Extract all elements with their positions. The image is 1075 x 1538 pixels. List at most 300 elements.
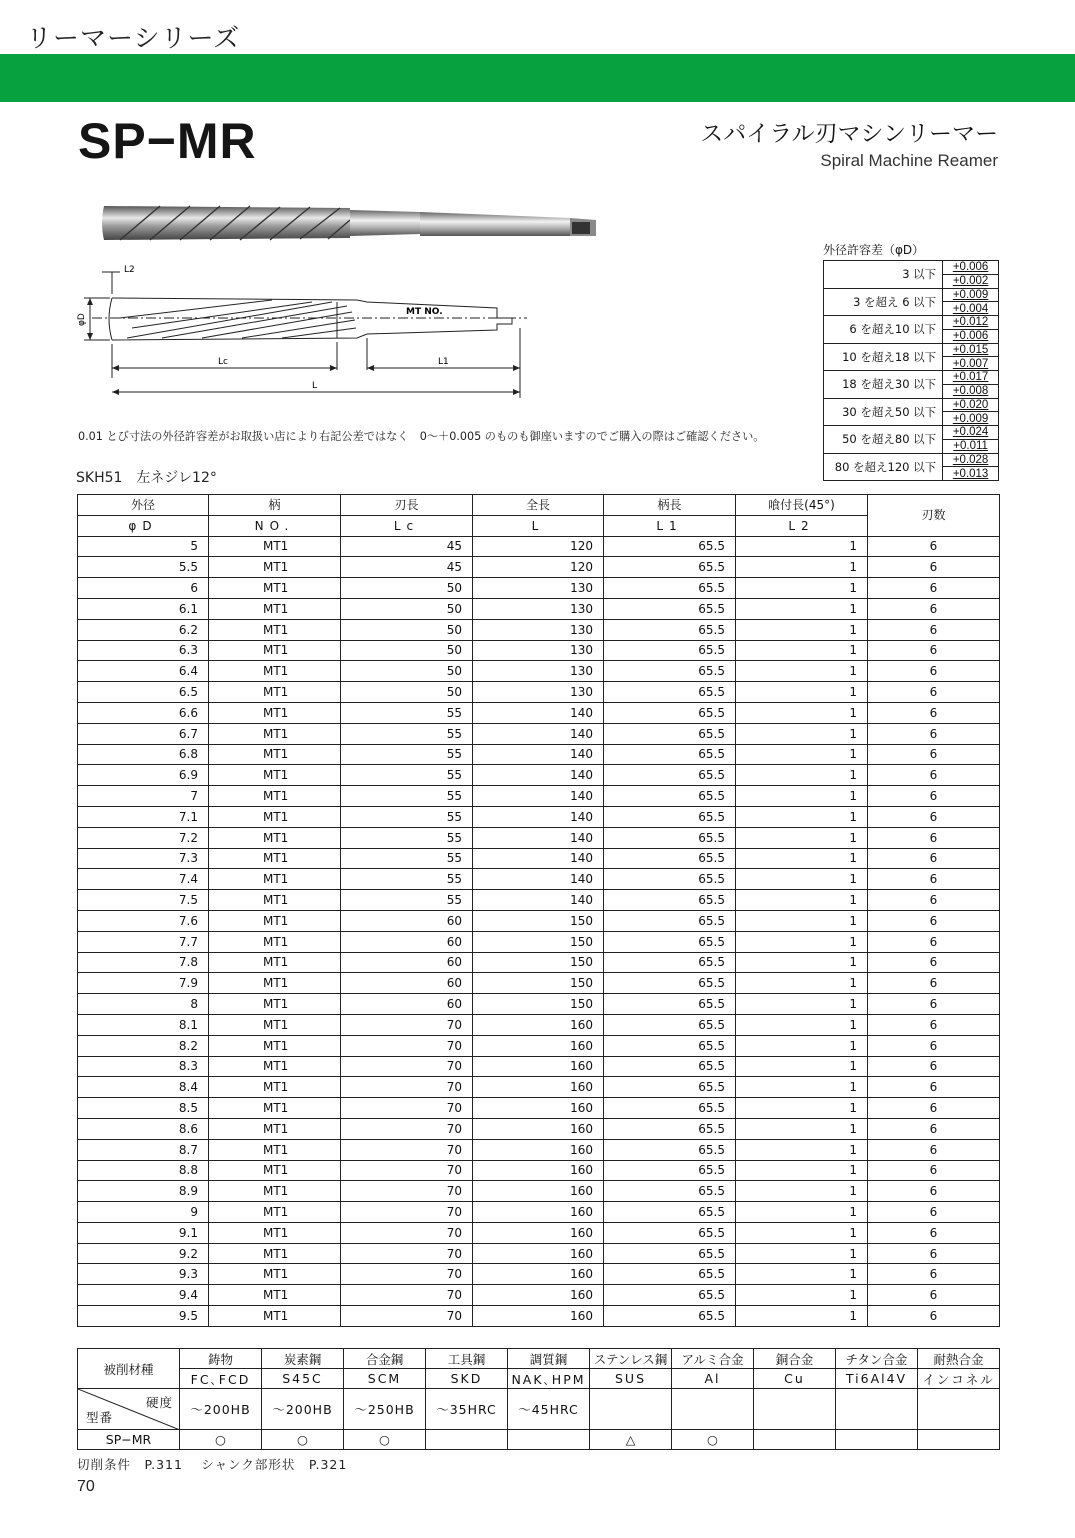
table-row [78, 723, 1000, 744]
cell-diameter: 7.4 [78, 869, 209, 890]
cell-shank-length: 65.5 [604, 1056, 736, 1077]
cell-shank-no: MT1 [209, 536, 341, 557]
cell-flute-length: 70 [341, 1202, 473, 1223]
cell-shank-no: MT1 [209, 827, 341, 848]
cell-flute-length: 55 [341, 869, 473, 890]
tolerance-upper: +0.015 [943, 343, 999, 357]
cell-chamfer-length: 1 [736, 557, 868, 578]
table-row [78, 1160, 1000, 1181]
cell-overall-length: 130 [473, 682, 604, 703]
tolerance-upper: +0.028 [943, 453, 999, 467]
material-code: SKD [426, 1369, 508, 1389]
cell-chamfer-length: 1 [736, 931, 868, 952]
cell-overall-length: 160 [473, 1077, 604, 1098]
cell-chamfer-length: 1 [736, 536, 868, 557]
cell-diameter: 9.2 [78, 1243, 209, 1264]
series-title: リーマーシリーズ [26, 24, 241, 54]
cell-diameter: 9.3 [78, 1264, 209, 1285]
cell-shank-length: 65.5 [604, 536, 736, 557]
tolerance-upper: +0.012 [943, 316, 999, 330]
cell-flute-length: 60 [341, 931, 473, 952]
tolerance-lower: +0.008 [943, 384, 999, 398]
cell-diameter: 7.5 [78, 890, 209, 911]
cell-chamfer-length: 1 [736, 1098, 868, 1119]
cell-diameter: 7.2 [78, 827, 209, 848]
cell-chamfer-length: 1 [736, 744, 868, 765]
table-row [78, 931, 1000, 952]
material-hardness [836, 1389, 918, 1430]
tolerance-upper: +0.009 [943, 288, 999, 302]
cell-overall-length: 120 [473, 536, 604, 557]
cell-chamfer-length: 1 [736, 786, 868, 807]
table-row [78, 765, 1000, 786]
tolerance-lower: +0.007 [943, 357, 999, 371]
cell-shank-no: MT1 [209, 1222, 341, 1243]
cell-flutes: 6 [868, 723, 1000, 744]
cell-shank-no: MT1 [209, 1243, 341, 1264]
cell-diameter: 7.6 [78, 910, 209, 931]
cell-flutes: 6 [868, 952, 1000, 973]
suitability-mark [836, 1430, 918, 1450]
col-subheader-l2: L2 [736, 515, 868, 536]
cell-shank-length: 65.5 [604, 890, 736, 911]
cell-chamfer-length: 1 [736, 578, 868, 599]
cell-chamfer-length: 1 [736, 1202, 868, 1223]
material-code: SCM [344, 1369, 426, 1389]
cell-diameter: 8.7 [78, 1139, 209, 1160]
cell-flute-length: 55 [341, 848, 473, 869]
cell-shank-length: 65.5 [604, 765, 736, 786]
cell-chamfer-length: 1 [736, 640, 868, 661]
cell-chamfer-length: 1 [736, 1264, 868, 1285]
cell-shank-no: MT1 [209, 869, 341, 890]
table-row [78, 598, 1000, 619]
cell-flutes: 6 [868, 1098, 1000, 1119]
cell-shank-length: 65.5 [604, 1243, 736, 1264]
table-row [78, 1306, 1000, 1327]
table-row [78, 1035, 1000, 1056]
suitability-mark: △ [590, 1430, 672, 1450]
material-hardness [918, 1389, 1000, 1430]
cell-flute-length: 50 [341, 661, 473, 682]
cell-flutes: 6 [868, 1118, 1000, 1139]
table-row [78, 890, 1000, 911]
product-name-jp: スパイラル刃マシンリーマー [700, 121, 998, 147]
cell-shank-no: MT1 [209, 931, 341, 952]
product-photo [100, 192, 600, 256]
cell-shank-no: MT1 [209, 1077, 341, 1098]
page-number: 70 [77, 1478, 95, 1495]
table-row [78, 536, 1000, 557]
cell-chamfer-length: 1 [736, 994, 868, 1015]
cell-flute-length: 50 [341, 619, 473, 640]
cell-diameter: 9.1 [78, 1222, 209, 1243]
cell-overall-length: 160 [473, 1202, 604, 1223]
col-header-shank: 柄 [209, 495, 341, 516]
cell-flutes: 6 [868, 1139, 1000, 1160]
cell-shank-length: 65.5 [604, 1202, 736, 1223]
cell-shank-length: 65.5 [604, 640, 736, 661]
cell-chamfer-length: 1 [736, 1243, 868, 1264]
cell-shank-no: MT1 [209, 744, 341, 765]
table-row [78, 1181, 1000, 1202]
cell-shank-no: MT1 [209, 1056, 341, 1077]
col-header-chamfer-length: 喰付長(45°) [736, 495, 868, 516]
cell-flutes: 6 [868, 1035, 1000, 1056]
cell-chamfer-length: 1 [736, 1285, 868, 1306]
cell-overall-length: 140 [473, 848, 604, 869]
cell-shank-length: 65.5 [604, 661, 736, 682]
cell-diameter: 9 [78, 1202, 209, 1223]
model-label: 型番 [86, 1410, 114, 1425]
cell-overall-length: 150 [473, 952, 604, 973]
cell-shank-length: 65.5 [604, 723, 736, 744]
cell-shank-length: 65.5 [604, 1014, 736, 1035]
table-row [78, 1098, 1000, 1119]
cell-flute-length: 55 [341, 827, 473, 848]
cell-shank-no: MT1 [209, 598, 341, 619]
cell-shank-length: 65.5 [604, 557, 736, 578]
cell-diameter: 9.5 [78, 1306, 209, 1327]
cell-shank-length: 65.5 [604, 1035, 736, 1056]
cell-flutes: 6 [868, 869, 1000, 890]
cell-flutes: 6 [868, 765, 1000, 786]
cell-shank-length: 65.5 [604, 1264, 736, 1285]
cell-shank-length: 65.5 [604, 786, 736, 807]
cell-overall-length: 160 [473, 1222, 604, 1243]
tolerance-row [824, 426, 999, 440]
cell-shank-no: MT1 [209, 1285, 341, 1306]
cell-diameter: 7 [78, 786, 209, 807]
tolerance-lower: +0.002 [943, 274, 999, 288]
tolerance-range: 30 を超え50 以下 [824, 398, 943, 426]
cell-shank-no: MT1 [209, 723, 341, 744]
material-name: 合金鋼 [344, 1349, 426, 1369]
suitability-mark: ○ [262, 1430, 344, 1450]
table-row [78, 744, 1000, 765]
col-subheader-phid: φD [78, 515, 209, 536]
cell-diameter: 8.3 [78, 1056, 209, 1077]
tolerance-upper: +0.017 [943, 371, 999, 385]
cell-shank-no: MT1 [209, 994, 341, 1015]
cell-flute-length: 70 [341, 1139, 473, 1160]
tolerance-note: 0.01 とび寸法の外径許容差がお取扱い店により右記公差ではなく 0〜＋0.005 のものも御座いますのでご購入の際はご確認ください。 [78, 430, 765, 443]
cell-overall-length: 140 [473, 890, 604, 911]
cell-overall-length: 160 [473, 1306, 604, 1327]
cell-diameter: 7.9 [78, 973, 209, 994]
cell-overall-length: 160 [473, 1014, 604, 1035]
cell-shank-length: 65.5 [604, 702, 736, 723]
cell-chamfer-length: 1 [736, 952, 868, 973]
cell-chamfer-length: 1 [736, 1056, 868, 1077]
cell-shank-no: MT1 [209, 952, 341, 973]
cell-flute-length: 70 [341, 1222, 473, 1243]
cell-shank-no: MT1 [209, 1160, 341, 1181]
cell-shank-no: MT1 [209, 557, 341, 578]
cell-chamfer-length: 1 [736, 910, 868, 931]
cell-flute-length: 55 [341, 786, 473, 807]
cell-flute-length: 50 [341, 578, 473, 599]
tolerance-title: 外径許容差（φD） [823, 243, 925, 257]
material-name: 銅合金 [754, 1349, 836, 1369]
hardness-model-corner [78, 1389, 180, 1430]
material-hardness: 〜250HB [344, 1389, 426, 1430]
suitability-mark [426, 1430, 508, 1450]
cell-flute-length: 55 [341, 765, 473, 786]
cell-flutes: 6 [868, 557, 1000, 578]
cell-flutes: 6 [868, 890, 1000, 911]
cell-overall-length: 130 [473, 640, 604, 661]
cell-flute-length: 70 [341, 1098, 473, 1119]
header-band [0, 54, 1075, 102]
cell-shank-no: MT1 [209, 765, 341, 786]
cell-flutes: 6 [868, 619, 1000, 640]
model-row-label: SP−MR [78, 1430, 180, 1450]
suitability-mark: ○ [180, 1430, 262, 1450]
cell-flutes: 6 [868, 578, 1000, 599]
cell-shank-length: 65.5 [604, 848, 736, 869]
cell-shank-length: 65.5 [604, 1118, 736, 1139]
suitability-mark: ○ [672, 1430, 754, 1450]
material-name: 鋳物 [180, 1349, 262, 1369]
material-name: 耐熱合金 [918, 1349, 1000, 1369]
cell-shank-no: MT1 [209, 1118, 341, 1139]
cell-overall-length: 150 [473, 973, 604, 994]
cell-shank-no: MT1 [209, 1306, 341, 1327]
material-code: S45C [262, 1369, 344, 1389]
tolerance-row [824, 288, 999, 302]
cell-shank-length: 65.5 [604, 910, 736, 931]
material-code: NAK､HPM [508, 1369, 590, 1389]
model-code: SP−MR [78, 113, 257, 169]
cell-chamfer-length: 1 [736, 869, 868, 890]
cell-flutes: 6 [868, 1202, 1000, 1223]
drawing-label-l: L [312, 381, 318, 391]
cell-overall-length: 160 [473, 1264, 604, 1285]
table-row [78, 1202, 1000, 1223]
cell-diameter: 5 [78, 536, 209, 557]
cell-shank-length: 65.5 [604, 994, 736, 1015]
cell-diameter: 7.3 [78, 848, 209, 869]
tolerance-table [823, 260, 999, 481]
cell-flutes: 6 [868, 931, 1000, 952]
cell-shank-length: 65.5 [604, 827, 736, 848]
drawing-label-l1: L1 [438, 357, 449, 367]
col-header-overall-length: 全長 [473, 495, 604, 516]
material-suitability-table [77, 1348, 1000, 1450]
tolerance-box [823, 241, 999, 481]
cell-diameter: 8.2 [78, 1035, 209, 1056]
cell-diameter: 8.4 [78, 1077, 209, 1098]
cell-chamfer-length: 1 [736, 1014, 868, 1035]
table-row [78, 973, 1000, 994]
cell-shank-no: MT1 [209, 640, 341, 661]
cell-flutes: 6 [868, 994, 1000, 1015]
cell-diameter: 6.3 [78, 640, 209, 661]
cell-flute-length: 55 [341, 702, 473, 723]
cell-diameter: 7.1 [78, 806, 209, 827]
cell-flutes: 6 [868, 1014, 1000, 1035]
cell-shank-no: MT1 [209, 578, 341, 599]
material-code: Ti6Al4V [836, 1369, 918, 1389]
material-hardness: 〜35HRC [426, 1389, 508, 1430]
cell-flutes: 6 [868, 1056, 1000, 1077]
col-header-flute-length: 刃長 [341, 495, 473, 516]
cell-shank-length: 65.5 [604, 931, 736, 952]
table-row [78, 557, 1000, 578]
cell-flute-length: 60 [341, 994, 473, 1015]
cell-overall-length: 140 [473, 869, 604, 890]
cell-diameter: 5.5 [78, 557, 209, 578]
material-hardness: 〜200HB [262, 1389, 344, 1430]
cell-shank-length: 65.5 [604, 598, 736, 619]
cell-chamfer-length: 1 [736, 806, 868, 827]
cell-overall-length: 150 [473, 931, 604, 952]
tolerance-row [824, 261, 999, 275]
cell-overall-length: 160 [473, 1118, 604, 1139]
cell-overall-length: 160 [473, 1160, 604, 1181]
tolerance-range: 10 を超え18 以下 [824, 343, 943, 371]
cell-flutes: 6 [868, 1264, 1000, 1285]
cell-flute-length: 70 [341, 1035, 473, 1056]
cell-chamfer-length: 1 [736, 1160, 868, 1181]
tolerance-lower: +0.004 [943, 302, 999, 316]
suitability-mark: ○ [344, 1430, 426, 1450]
cell-shank-length: 65.5 [604, 1098, 736, 1119]
cell-flute-length: 50 [341, 682, 473, 703]
cell-diameter: 8.6 [78, 1118, 209, 1139]
cell-chamfer-length: 1 [736, 1077, 868, 1098]
material-hardness: 〜200HB [180, 1389, 262, 1430]
cell-flute-length: 70 [341, 1014, 473, 1035]
cell-flute-length: 55 [341, 744, 473, 765]
cell-shank-length: 65.5 [604, 1139, 736, 1160]
cell-flute-length: 70 [341, 1306, 473, 1327]
cell-flutes: 6 [868, 1077, 1000, 1098]
drawing-label-phid: φD [77, 313, 87, 326]
col-subheader-lc: Lc [341, 515, 473, 536]
cell-chamfer-length: 1 [736, 1139, 868, 1160]
material-name: 調質鋼 [508, 1349, 590, 1369]
material-hardness [590, 1389, 672, 1430]
cell-shank-no: MT1 [209, 619, 341, 640]
cell-diameter: 8.5 [78, 1098, 209, 1119]
material-code: FC､FCD [180, 1369, 262, 1389]
table-row [78, 619, 1000, 640]
cell-shank-no: MT1 [209, 702, 341, 723]
cell-shank-length: 65.5 [604, 682, 736, 703]
cell-overall-length: 130 [473, 598, 604, 619]
material-code: Cu [754, 1369, 836, 1389]
cell-overall-length: 150 [473, 910, 604, 931]
cell-shank-no: MT1 [209, 890, 341, 911]
cell-overall-length: 140 [473, 827, 604, 848]
cell-chamfer-length: 1 [736, 661, 868, 682]
tolerance-range: 50 を超え80 以下 [824, 426, 943, 454]
cell-flute-length: 70 [341, 1077, 473, 1098]
table-row [78, 869, 1000, 890]
material-hardness: 〜45HRC [508, 1389, 590, 1430]
cell-flutes: 6 [868, 702, 1000, 723]
cell-chamfer-length: 1 [736, 682, 868, 703]
cell-diameter: 6.2 [78, 619, 209, 640]
drawing-label-l2: L2 [124, 265, 135, 275]
table-row [78, 1077, 1000, 1098]
tolerance-range: 6 を超え10 以下 [824, 316, 943, 344]
table-row [78, 952, 1000, 973]
cell-overall-length: 160 [473, 1243, 604, 1264]
cell-shank-length: 65.5 [604, 806, 736, 827]
cell-chamfer-length: 1 [736, 827, 868, 848]
cell-shank-no: MT1 [209, 682, 341, 703]
tolerance-lower: +0.006 [943, 329, 999, 343]
technical-drawing [72, 258, 532, 404]
cell-chamfer-length: 1 [736, 1118, 868, 1139]
cell-shank-length: 65.5 [604, 578, 736, 599]
cell-overall-length: 140 [473, 806, 604, 827]
col-subheader-l1: L1 [604, 515, 736, 536]
cell-shank-length: 65.5 [604, 973, 736, 994]
tolerance-row [824, 343, 999, 357]
cell-overall-length: 160 [473, 1056, 604, 1077]
cell-overall-length: 140 [473, 786, 604, 807]
table-row [78, 806, 1000, 827]
cell-flute-length: 50 [341, 640, 473, 661]
cell-diameter: 9.4 [78, 1285, 209, 1306]
cell-flute-length: 60 [341, 973, 473, 994]
cell-flutes: 6 [868, 806, 1000, 827]
cell-chamfer-length: 1 [736, 1222, 868, 1243]
suitability-mark [508, 1430, 590, 1450]
table-row [78, 1285, 1000, 1306]
cell-flutes: 6 [868, 682, 1000, 703]
material-hardness [754, 1389, 836, 1430]
tolerance-upper: +0.024 [943, 426, 999, 440]
cell-diameter: 6 [78, 578, 209, 599]
cell-overall-length: 130 [473, 661, 604, 682]
cell-flutes: 6 [868, 1160, 1000, 1181]
cell-shank-length: 65.5 [604, 1306, 736, 1327]
tolerance-range: 18 を超え30 以下 [824, 371, 943, 399]
suitability-mark [918, 1430, 1000, 1450]
cell-flutes: 6 [868, 661, 1000, 682]
cell-flutes: 6 [868, 1306, 1000, 1327]
material-name: アルミ合金 [672, 1349, 754, 1369]
cell-diameter: 6.4 [78, 661, 209, 682]
cell-flutes: 6 [868, 1181, 1000, 1202]
cell-overall-length: 160 [473, 1098, 604, 1119]
hardness-label: 硬度 [145, 1395, 173, 1410]
cell-shank-length: 65.5 [604, 869, 736, 890]
cell-overall-length: 140 [473, 723, 604, 744]
product-name-en: Spiral Machine Reamer [820, 151, 998, 170]
drawing-label-lc: Lc [218, 357, 228, 367]
cell-chamfer-length: 1 [736, 1181, 868, 1202]
drawing-label-mtno: MT NO. [406, 307, 443, 317]
cell-flutes: 6 [868, 910, 1000, 931]
material-spec: SKH51 左ネジレ12° [76, 470, 217, 486]
cell-diameter: 8.1 [78, 1014, 209, 1035]
cell-flute-length: 70 [341, 1056, 473, 1077]
col-header-shank-length: 柄長 [604, 495, 736, 516]
cell-chamfer-length: 1 [736, 598, 868, 619]
cell-flute-length: 60 [341, 952, 473, 973]
tolerance-lower: +0.011 [943, 439, 999, 453]
cell-shank-length: 65.5 [604, 619, 736, 640]
table-row [78, 994, 1000, 1015]
table-row [78, 827, 1000, 848]
table-row [78, 1139, 1000, 1160]
